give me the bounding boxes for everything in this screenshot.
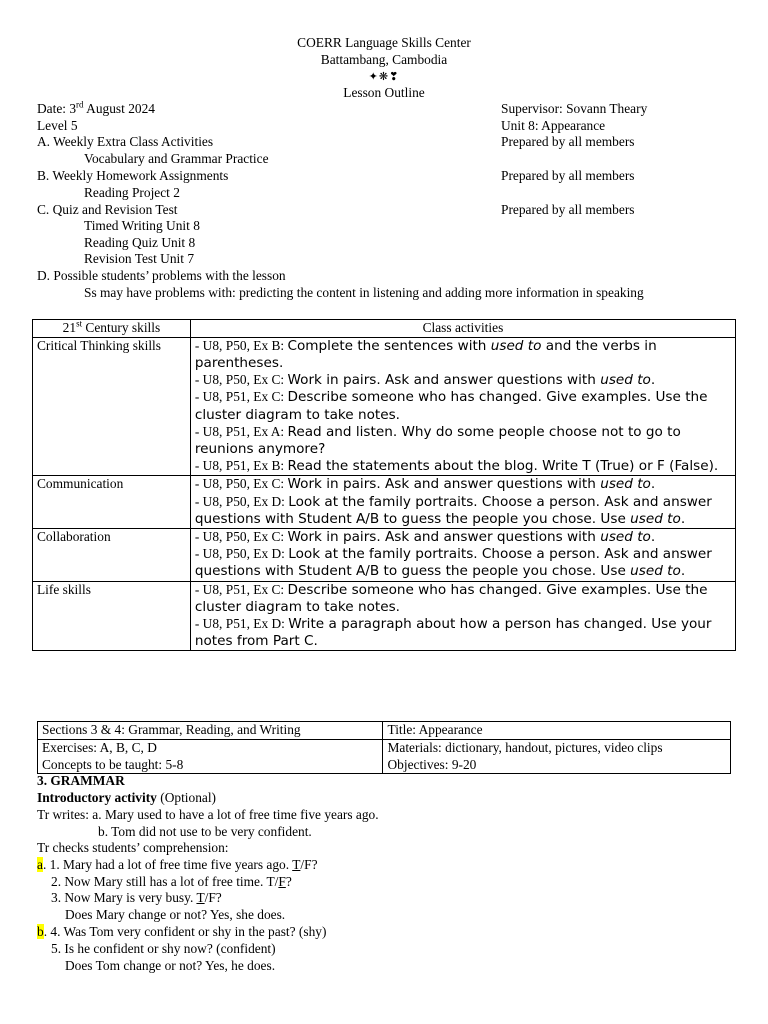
- grammar-heading-text: 3. GRAMMAR: [37, 773, 125, 788]
- outline-a-title: A. Weekly Extra Class Activities: [37, 134, 214, 149]
- objectives: Objectives: 9-20: [387, 756, 477, 772]
- activity-text: Look at the family portraits. Choose a person. Ask and answer questions with Student A/B to guess the people you chose. Use: [194, 546, 712, 580]
- tr-checks: Tr checks students’ comprehension:: [37, 840, 229, 855]
- date-prefix: Date: 3: [37, 101, 77, 116]
- skills-table-header: [33, 320, 736, 338]
- highlight-a: a: [37, 857, 43, 872]
- sections-title-cell: Sections 3 & 4: Grammar, Reading, and Writing: [38, 722, 383, 740]
- skill-cell: Collaboration: [33, 529, 191, 582]
- activities-cell: [190, 476, 735, 529]
- activity-italic: used to: [600, 529, 651, 546]
- activity-ref: - U8, P50, Ex D:: [194, 546, 289, 562]
- table-row: [38, 722, 731, 740]
- q3-follow: Does Mary change or not? Yes, she does.: [65, 907, 286, 922]
- activity-text: Describe someone who has changed. Give examples. Use the cluster diagram to take notes.: [194, 581, 708, 615]
- materials: Materials: dictionary, handout, pictures, video clips: [387, 739, 663, 755]
- activity-post: .: [650, 476, 656, 493]
- skills-col-header: [33, 320, 191, 338]
- activity-line: [195, 616, 731, 650]
- activity-text: Work in pairs. Ask and answer questions with: [287, 529, 601, 546]
- activity-italic: used to: [600, 372, 651, 389]
- activity-post: .: [680, 563, 686, 580]
- highlight-b: b: [37, 924, 44, 939]
- outline-b-item: Reading Project 2: [84, 185, 180, 200]
- outline-c-item3: Revision Test Unit 7: [84, 251, 195, 266]
- exercises: Exercises: A, B, C, D: [42, 739, 157, 755]
- skill-cell: Life skills: [33, 581, 191, 651]
- table-row: [33, 529, 736, 582]
- activity-text: Work in pairs. Ask and answer questions with: [287, 372, 601, 389]
- activity-line: [195, 529, 731, 546]
- activity-post: .: [650, 372, 656, 389]
- activity-ref: - U8, P50, Ex B:: [194, 337, 288, 353]
- activity-text: Read and listen. Why do some people choose not to go to reunions anymore?: [194, 423, 681, 458]
- outline-c-title: C. Quiz and Revision Test: [37, 202, 178, 217]
- outline-c-item2: Reading Quiz Unit 8: [84, 235, 196, 250]
- q5-follow: Does Tom change or not? Yes, he does.: [65, 958, 276, 973]
- location: Battambang, Cambodia: [320, 51, 448, 67]
- activities-col-header: Class activities: [190, 320, 735, 338]
- skill-cell: Critical Thinking skills: [33, 337, 191, 476]
- activities-cell: [190, 581, 735, 651]
- tr-writes-b: b. Tom did not use to be very confident.: [98, 824, 312, 839]
- activity-text: Look at the family portraits. Choose a person. Ask and answer questions with Student A/B to guess the people you chose. Use: [194, 493, 712, 527]
- activity-italic: used to: [490, 337, 542, 354]
- activity-ref: - U8, P50, Ex C:: [194, 372, 288, 388]
- skills-table-body: [33, 337, 736, 651]
- outline-c-note: Prepared by all members: [501, 202, 635, 217]
- activity-line: [195, 494, 731, 528]
- outline-d-item: Ss may have problems with: predicting the content in listening and adding more information in speaking: [84, 285, 644, 300]
- q1-true: T: [292, 857, 301, 872]
- doc-title: Lesson Outline: [343, 85, 425, 101]
- q1-false: F: [304, 857, 312, 872]
- supervisor: Supervisor: Sovann Theary: [501, 101, 648, 116]
- outline-b-note: Prepared by all members: [501, 168, 635, 183]
- skill-cell: Communication: [33, 476, 191, 529]
- sections-table: [37, 721, 731, 774]
- title-cell: Title: Appearance: [383, 722, 731, 740]
- q3-true: T: [196, 890, 205, 905]
- activity-ref: - U8, P50, Ex C:: [194, 476, 288, 492]
- col1-sup: st: [76, 318, 83, 329]
- activity-line: [195, 389, 731, 423]
- activity-post: .: [680, 510, 686, 527]
- q1-text: . 1. Mary had a lot of free time five years ago.: [42, 857, 293, 872]
- outline-a-note: Prepared by all members: [501, 134, 635, 149]
- q1-end: ?: [311, 857, 318, 872]
- concepts: Concepts to be taught: 5-8: [42, 756, 184, 772]
- document-header: [0, 35, 768, 102]
- activity-text: Work in pairs. Ask and answer questions with: [287, 476, 601, 493]
- activity-italic: used to: [630, 510, 681, 527]
- date-line: [37, 101, 155, 118]
- col1-suffix: Century skills: [82, 320, 161, 335]
- activity-line: [195, 424, 731, 458]
- q3-text: 3. Now Mary is very busy.: [51, 890, 197, 905]
- activity-line: [195, 546, 731, 580]
- date-suffix: August 2024: [83, 101, 155, 116]
- q3-rest: /F?: [204, 890, 222, 905]
- activity-line: [195, 582, 731, 616]
- question-3: [51, 890, 222, 907]
- question-4: [37, 924, 326, 941]
- q2-false: F: [278, 874, 286, 889]
- activity-italic: used to: [600, 476, 651, 493]
- activities-cell: [190, 529, 735, 582]
- materials-cell: [383, 739, 731, 774]
- intro-rest: (Optional): [156, 790, 217, 805]
- activity-line: [195, 458, 731, 475]
- q4-text: . 4. Was Tom very confident or shy in the past? (shy): [43, 924, 327, 939]
- center-name: COERR Language Skills Center: [297, 35, 471, 50]
- activity-text: Write a paragraph about how a person has changed. Use your notes from Part C.: [194, 616, 712, 650]
- tr-writes: Tr writes: a. Mary used to have a lot of free time five years ago.: [37, 807, 379, 822]
- level: Level 5: [37, 118, 78, 133]
- table-row: [38, 739, 731, 774]
- activity-ref: - U8, P51, Ex B:: [194, 458, 288, 474]
- outline-b-title: B. Weekly Homework Assignments: [37, 168, 229, 183]
- table-row: [33, 337, 736, 476]
- date-sup: rd: [76, 99, 84, 110]
- activity-ref: - U8, P51, Ex C:: [194, 581, 288, 597]
- activity-post: and the verbs in parentheses.: [194, 337, 657, 371]
- table-row: [33, 581, 736, 651]
- activity-ref: - U8, P50, Ex D:: [194, 493, 289, 509]
- activity-text: Read the statements about the blog. Write T (True) or F (False).: [287, 458, 719, 475]
- outline-d-title: D. Possible students’ problems with the lesson: [37, 268, 286, 283]
- activity-ref: - U8, P50, Ex C:: [194, 529, 288, 545]
- ornament-icon: ✦❋❣: [368, 69, 400, 83]
- activity-post: .: [650, 529, 656, 546]
- unit: Unit 8: Appearance: [501, 118, 606, 133]
- col1-prefix: 21: [62, 320, 77, 335]
- activities-cell: [190, 337, 735, 476]
- activity-line: [195, 476, 731, 493]
- activity-line: [195, 372, 731, 389]
- activity-italic: used to: [630, 563, 681, 580]
- activity-text: Complete the sentences with: [287, 337, 491, 354]
- q2-text: 2. Now Mary still has a lot of free time. T/: [51, 874, 279, 889]
- table-row: [33, 476, 736, 529]
- activity-ref: - U8, P51, Ex C:: [194, 389, 288, 405]
- intro-activity: [37, 790, 216, 807]
- skills-table: [32, 319, 736, 651]
- outline-c-item1: Timed Writing Unit 8: [84, 218, 200, 233]
- outline-a-item: Vocabulary and Grammar Practice: [84, 151, 269, 166]
- q2-end: ?: [285, 874, 292, 889]
- activity-ref: - U8, P51, Ex D:: [194, 616, 289, 632]
- activity-text: Describe someone who has changed. Give examples. Use the cluster diagram to take notes.: [194, 389, 708, 423]
- exercises-cell: [38, 739, 383, 774]
- question-5: 5. Is he confident or shy now? (confident): [51, 941, 276, 956]
- question-2: [51, 874, 292, 891]
- intro-bold: Introductory activity: [37, 790, 157, 805]
- activity-line: [195, 338, 731, 372]
- activity-ref: - U8, P51, Ex A:: [194, 423, 288, 439]
- grammar-heading: [37, 773, 125, 790]
- question-1: a. 1. Mary had a lot of free time five years ago. T/F?: [37, 857, 318, 872]
